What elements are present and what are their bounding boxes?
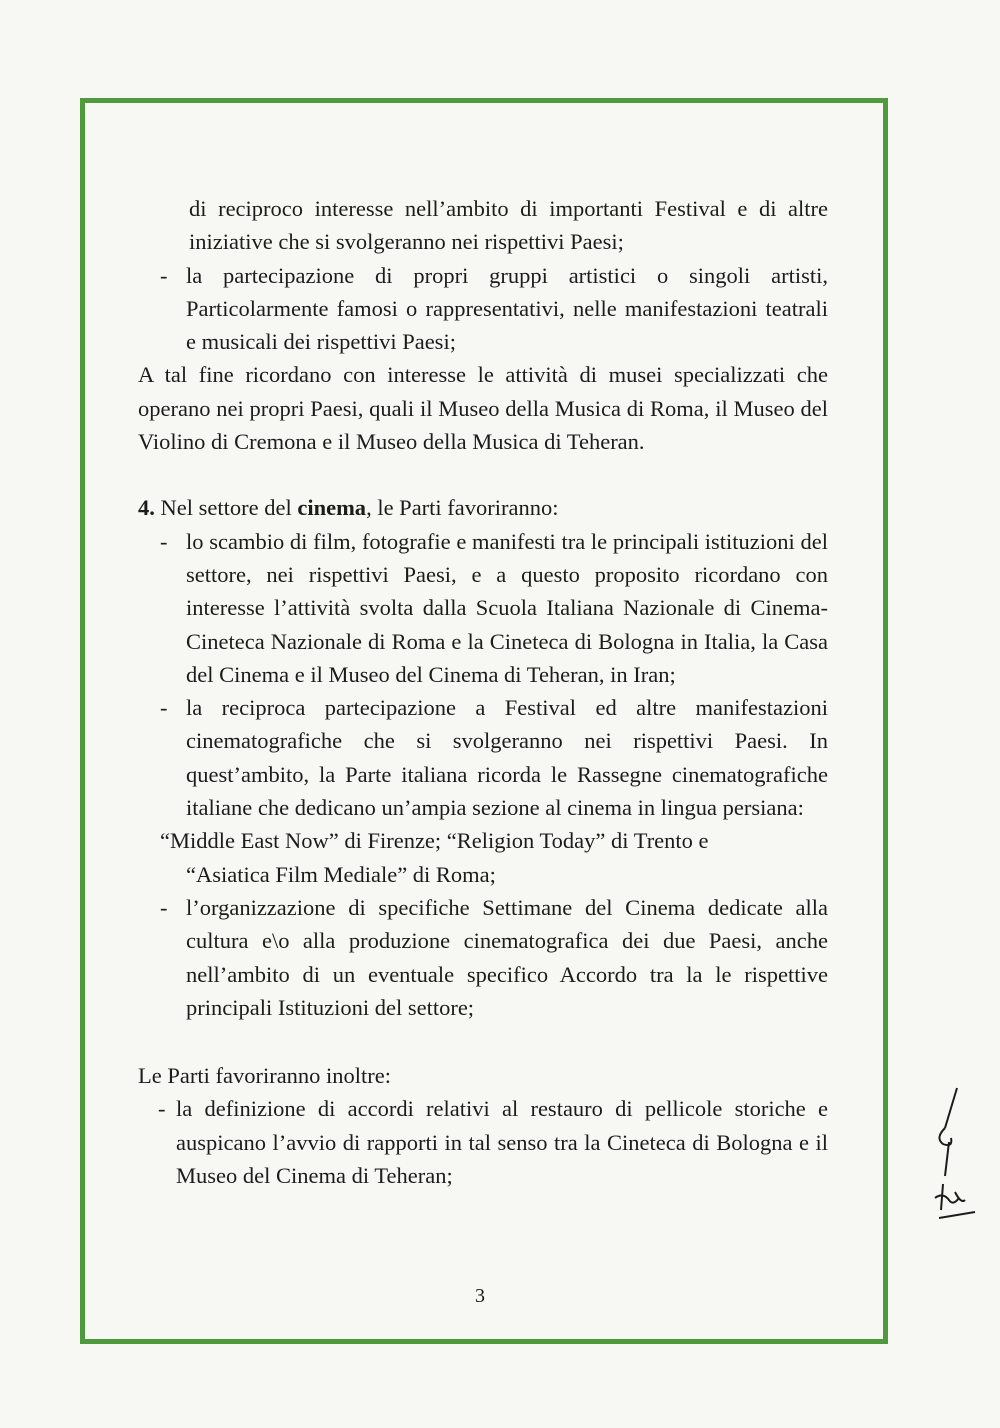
museums-paragraph: A tal fine ricordano con interesse le attività di musei specializzati che operano nei propri Paesi, quali il Museo della Musica di Roma, il Museo del Violino di Cremona e il Museo della Musica di Teheran. [138,362,828,455]
further-intro: Le Parti favoriranno inoltre: [138,1063,392,1089]
section-heading-after: , le Parti favoriranno: [366,495,559,521]
section-4-heading [138,491,828,524]
handwritten-initials [925,1080,985,1240]
festivals-line: “Middle East Now” di Firenze; “Religion Today” di Trento e [160,828,709,854]
list-item-text: l’organizzazione di specifiche Settimane del Cinema dedicate alla cultura e\o alla produzione cinematografica dei due Paesi, anche nell’ambito di un eventuale specifico Accordo tra la le rispettive principali Istituzioni del settore; [186,894,828,1020]
list-item [138,259,828,359]
page-number: 3 [475,1285,485,1307]
list-item [138,891,828,1024]
section-number: 4. [138,495,155,521]
list-item [138,691,828,824]
section-heading-keyword: cinema [297,495,367,521]
list-item [138,525,828,691]
list-dash: - [160,262,168,288]
list-dash: - [160,695,168,721]
list-item-text: la definizione di accordi relativi al restauro di pellicole storiche e auspicano l’avvio di rapporti in tal senso tra la Cineteca di Bologna e il Museo del Cinema di Teheran; [176,1096,828,1189]
list-item-text: la partecipazione di propri gruppi artistici o singoli artisti, Particolarmente famosi o rappresentativi, nelle manifestazioni teatrali e musicali dei rispettivi Paesi; [186,262,828,355]
festivals-line: “Asiatica Film Mediale” di Roma; [186,861,496,887]
list-dash: - [160,528,168,554]
list-item [138,1092,828,1192]
list-dash: - [160,894,168,920]
list-item-text: la reciproca partecipazione a Festival ed altre manifestazioni cinematografiche che si svolgeranno nei rispettivi Paesi. In quest’ambito, la Parte italiana ricorda le Rassegne cinematografiche italiane che dedicano un’ampia sezione al cinema in lingua persiana: [186,695,828,821]
document-body [138,192,828,1192]
intro-text: di reciproco interesse nell’ambito di importanti Festival e di altre iniziative che si svolgeranno nei rispettivi Paesi; [189,196,828,255]
list-item-text: lo scambio di film, fotografie e manifesti tra le principali istituzioni del settore, nei rispettivi Paesi, e a questo proposito ricordano con interesse l’attività svolta dalla Scuola Italiana Nazionale di Cinema-Cineteca Nazionale di Roma e la Cineteca di Bologna in Italia, la Casa del Cinema e il Museo del Cinema di Teheran, in Iran; [186,528,828,687]
list-dash: - [158,1096,166,1122]
section-heading-before: Nel settore del [160,495,292,521]
